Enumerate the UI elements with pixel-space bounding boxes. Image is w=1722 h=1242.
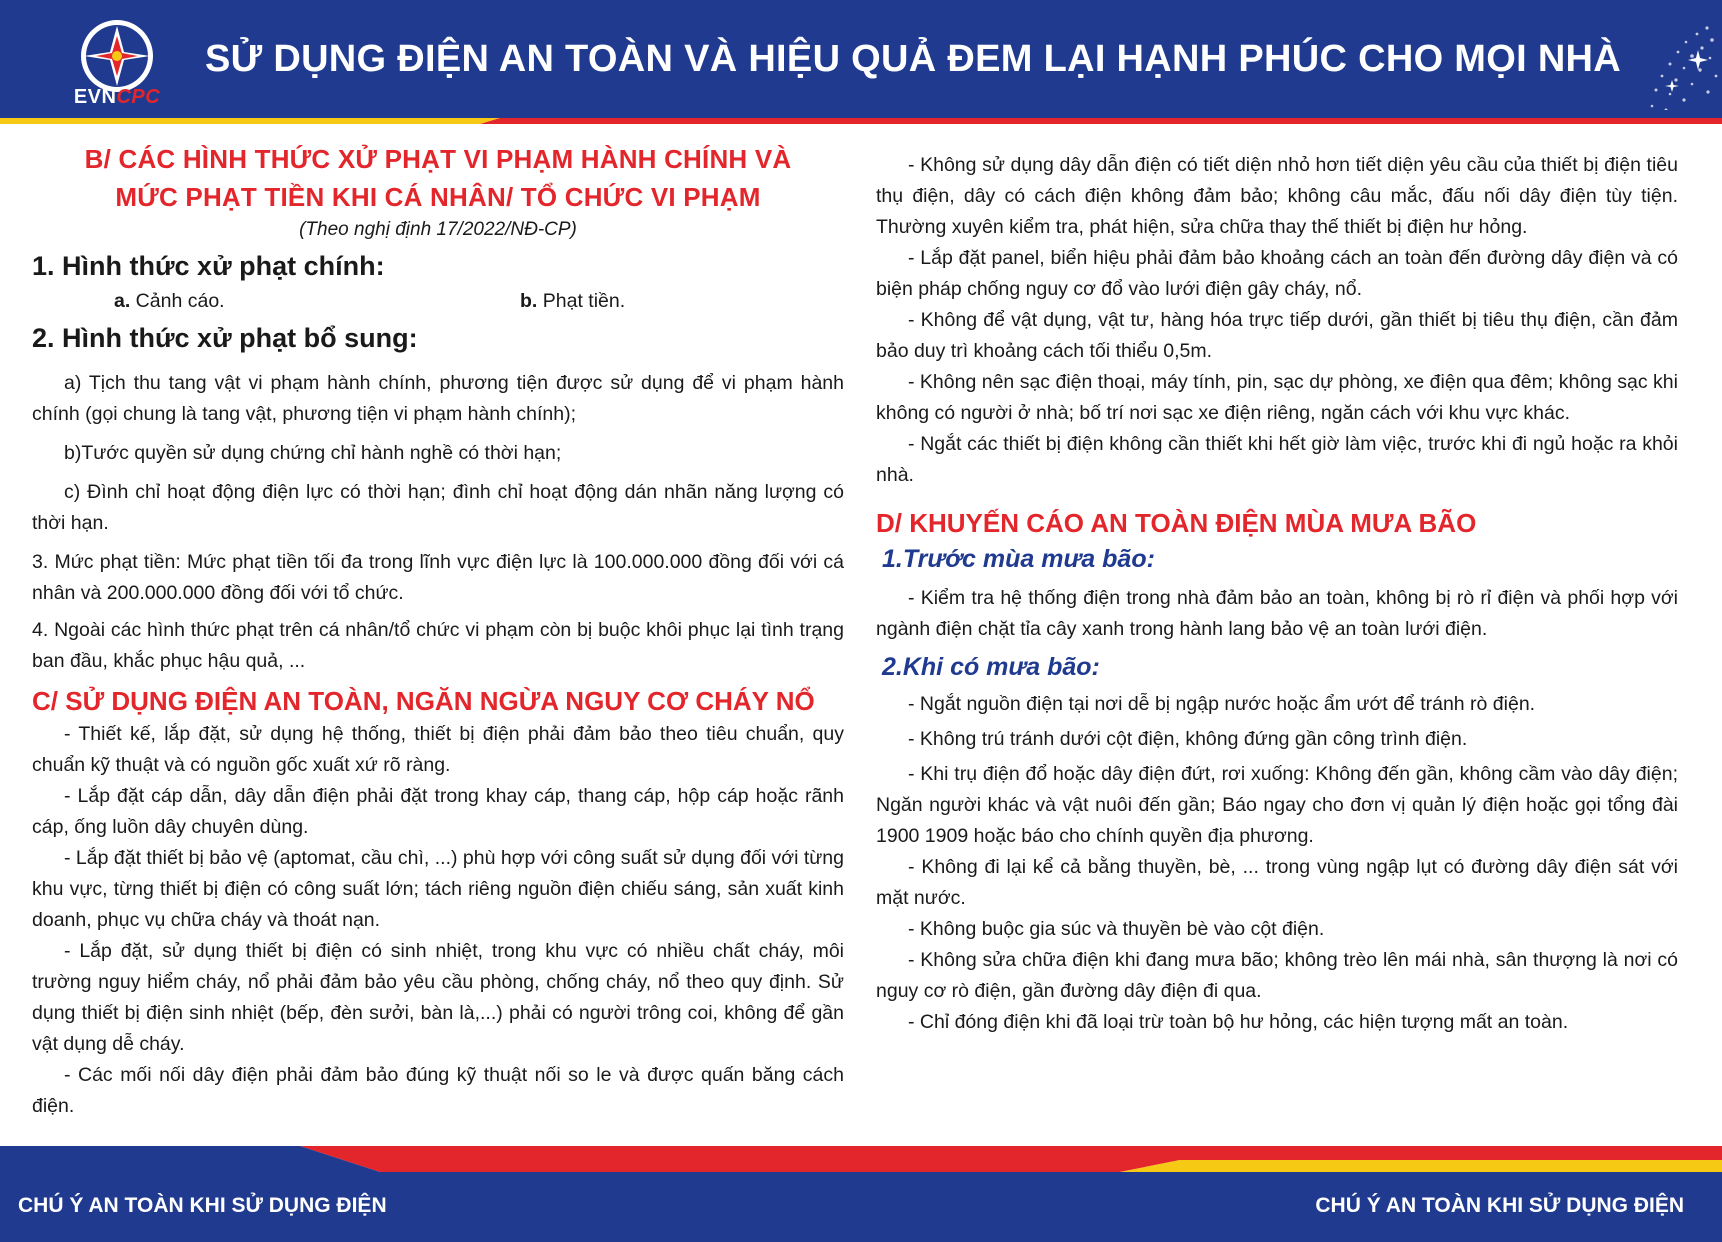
- right-column: [876, 150, 1678, 1038]
- section-c-title: C/ SỬ DỤNG ĐIỆN AN TOÀN, NGĂN NGỪA NGUY CƠ CHÁY NỔ: [32, 686, 815, 716]
- section-d-title: D/ KHUYẾN CÁO AN TOÀN ĐIỆN MÙA MƯA BÃO: [876, 508, 1477, 538]
- paragraph-a: a) Tịch thu tang vật vi phạm hành chính, phương tiện được sử dụng để vi phạm hành chính (gọi chung là tang vật, phương tiện vi phạm hành chính);: [32, 372, 844, 425]
- section-d-subheading-2: 2.Khi có mưa bão:: [882, 653, 1100, 681]
- section-d-subheading-1: 1.Trước mùa mưa bão:: [882, 545, 1155, 573]
- section-d-item-5: - Không đi lại kể cả bằng thuyền, bè, ... trong vùng ngập lụt có đường dây điện sát với mặt nước.: [876, 856, 1678, 909]
- section-c-item-5: - Các mối nối dây điện phải đảm bảo đúng kỹ thuật nối so le và được quấn băng cách điện.: [32, 1064, 844, 1117]
- logo-evn-text: EVN: [73, 86, 117, 108]
- section-d-item-2: - Ngắt nguồn điện tại nơi dễ bị ngập nước hoặc ẩm ướt để tránh rò điện.: [908, 693, 1536, 715]
- paragraph-3: 3. Mức phạt tiền: Mức phạt tiền tối đa trong lĩnh vực điện lực là 100.000.000 đồng đối với cá nhân và 200.000.000 đồng đối với tổ chức.: [32, 551, 844, 604]
- footer-slogan-left: CHÚ Ý AN TOÀN KHI SỬ DỤNG ĐIỆN: [18, 1194, 387, 1217]
- section-c-item-10: - Ngắt các thiết bị điện không cần thiết khi hết giờ làm việc, trước khi đi ngủ hoặc ra khỏi nhà.: [876, 433, 1678, 486]
- section-c-item-9: - Không nên sạc điện thoại, máy tính, pin, sạc dự phòng, xe điện qua đêm; không sạc khi không có người ở nhà; bố trí nơi sạc xe điện riêng, ngăn cách với khu vực khác.: [876, 371, 1678, 424]
- section-b-note: (Theo nghị định 17/2022/NĐ-CP): [299, 219, 577, 240]
- section-c-item-2: - Lắp đặt cáp dẫn, dây dẫn điện phải đặt trong khay cáp, thang cáp, hộp cáp hoặc rãnh cáp, ống luồn dây chuyên dùng.: [32, 785, 844, 838]
- header-color-band: [0, 110, 1722, 138]
- sparkle-decoration-icon: [1612, 20, 1722, 115]
- left-column: [32, 140, 844, 1122]
- page-title: SỬ DỤNG ĐIỆN AN TOÀN VÀ HIỆU QUẢ ĐEM LẠI HẠNH PHÚC CHO MỌI NHÀ: [205, 38, 1622, 80]
- section-d-item-7: - Không sửa chữa điện khi đang mưa bão; không trèo lên mái nhà, sân thượng là nơi có nguy cơ rò điện, gần đường dây điện đi qua.: [876, 949, 1678, 1002]
- option-b-label: b.: [520, 290, 538, 312]
- section-c-item-4: - Lắp đặt, sử dụng thiết bị điện có sinh nhiệt, trong khu vực có nhiều chất cháy, môi trường nguy hiểm cháy, nổ phải đảm bảo yêu cầu phòng, chống cháy, nổ theo quy định. Sử dụng thiết bị điện sinh nhiệt (bếp, đèn sưởi, bàn là,...) phải có người trông coi, không để gần vật dụng dễ cháy.: [32, 940, 844, 1055]
- footer-slogan-right: CHÚ Ý AN TOÀN KHI SỬ DỤNG ĐIỆN: [1315, 1194, 1684, 1217]
- section-c-item-6: - Không sử dụng dây dẫn điện có tiết diện nhỏ hơn tiết diện yêu cầu của thiết bị điện tiêu thụ điện, dây có cách điện không đảm bảo; không câu mắc, đấu nối dây điện tùy tiện. Thường xuyên kiểm tra, phát hiện, sửa chữa thay thế thiết bị điện hư hỏng.: [876, 154, 1678, 238]
- section-d-item-6: - Không buộc gia súc và thuyền bè vào cột điện.: [908, 918, 1325, 940]
- logo-wordmark: [62, 86, 172, 109]
- section-b-title-line1: B/ CÁC HÌNH THỨC XỬ PHẠT VI PHẠM HÀNH CHÍNH VÀ: [84, 144, 792, 174]
- paragraph-4: 4. Ngoài các hình thức phạt trên cá nhân/tổ chức vi phạm còn bị buộc khôi phục lại tình trạng ban đầu, khắc phục hậu quả, ...: [32, 619, 844, 672]
- penalty-options-row: [32, 284, 844, 318]
- option-b: [520, 286, 625, 317]
- option-a-label: a.: [114, 290, 131, 312]
- paragraph-b: b)Tước quyền sử dụng chứng chỉ hành nghề có thời hạn;: [64, 442, 562, 464]
- heading-additional-penalty: 2. Hình thức xử phạt bổ sung:: [32, 323, 418, 353]
- paragraph-c: c) Đình chỉ hoạt động điện lực có thời hạn; đình chỉ hoạt động dán nhãn năng lượng có thời hạn.: [32, 481, 844, 534]
- section-c-item-3: - Lắp đặt thiết bị bảo vệ (aptomat, cầu chì, ...) phù hợp với công suất sử dụng đối với từng khu vực, từng thiết bị điện có công suất lớn; tách riêng nguồn điện chiếu sáng, sản xuất kinh doanh, phục vụ chữa cháy và thoát nạn.: [32, 847, 844, 931]
- section-d-item-1: - Kiểm tra hệ thống điện trong nhà đảm bảo an toàn, không bị rò rỉ điện và phối hợp với ngành điện chặt tỉa cây xanh trong hành lang bảo vệ an toàn lưới điện.: [876, 587, 1678, 640]
- heading-main-penalty: 1. Hình thức xử phạt chính:: [32, 251, 385, 281]
- section-c-item-7: - Lắp đặt panel, biển hiệu phải đảm bảo khoảng cách an toàn đến đường dây điện và có biện pháp chống nguy cơ đổ vào lưới điện gây cháy, nổ.: [876, 247, 1678, 300]
- section-c-item-8: - Không để vật dụng, vật tư, hàng hóa trực tiếp dưới, gần thiết bị tiêu thụ điện, cần đảm bảo duy trì khoảng cách tối thiểu 0,5m.: [876, 309, 1678, 362]
- option-b-text: Phạt tiền.: [537, 290, 626, 312]
- section-d-item-4: - Khi trụ điện đổ hoặc dây điện đứt, rơi xuống: Không đến gần, không cầm vào dây điện; Ngăn người khác và vật nuôi đến gần; Báo ngay cho đơn vị quản lý điện hoặc gọi tổng đài 1900 1909 hoặc báo cho chính quyền địa phương.: [876, 763, 1678, 847]
- option-a-text: Cảnh cáo.: [130, 290, 225, 312]
- logo-cpc-text: CPC: [116, 86, 161, 108]
- option-a: [114, 286, 225, 317]
- section-c-item-1: - Thiết kế, lắp đặt, sử dụng hệ thống, thiết bị điện phải đảm bảo theo tiêu chuẩn, quy chuẩn kỹ thuật và có nguồn gốc xuất xứ rõ ràng.: [32, 723, 844, 776]
- section-d-item-3: - Không trú tránh dưới cột điện, không đứng gần công trình điện.: [908, 728, 1468, 750]
- section-d-item-8: - Chỉ đóng điện khi đã loại trừ toàn bộ hư hỏng, các hiện tượng mất an toàn.: [908, 1011, 1569, 1033]
- section-b-title-line2: MỨC PHẠT TIỀN KHI CÁ NHÂN/ TỔ CHỨC VI PHẠM: [115, 182, 761, 212]
